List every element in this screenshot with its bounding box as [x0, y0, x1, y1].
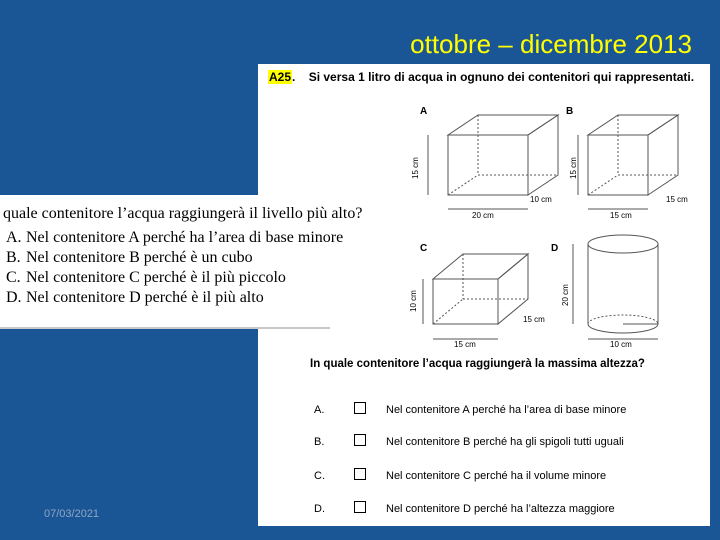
option-b-text: Nel contenitore B perché ha gli spigoli tutti uguali: [386, 436, 624, 448]
option-a-checkbox[interactable]: [354, 402, 366, 414]
container-c-label: C: [420, 243, 428, 254]
option-d[interactable]: [314, 501, 615, 517]
option-c-letter: C.: [314, 470, 325, 482]
option-b-letter: B.: [314, 436, 325, 448]
container-a-height: 15 cm: [411, 157, 420, 179]
overlay-option-d: [6, 289, 264, 307]
overlay-option-a: [6, 229, 343, 247]
overlay-option-a-letter: A.: [6, 229, 22, 246]
container-b-height: 15 cm: [569, 157, 578, 179]
question-header: [268, 70, 694, 84]
overlay-option-d-text: Nel contenitore D perché è il più alto: [26, 289, 264, 306]
overlay-option-b: [6, 249, 253, 267]
overlay-option-b-letter: B.: [6, 249, 21, 266]
slide-title: ottobre – dicembre 2013: [410, 29, 692, 59]
question-text: Si versa 1 litro di acqua in ognuno dei contenitori qui rappresentati.: [308, 70, 695, 84]
container-a-label: A: [420, 106, 428, 117]
container-c-depth: 15 cm: [523, 315, 545, 324]
container-b-drawing: [578, 115, 678, 209]
question-number-dot: .: [292, 70, 296, 84]
container-d-drawing: [573, 235, 658, 339]
container-a-depth: 10 cm: [530, 195, 552, 204]
option-c-text: Nel contenitore C perché ha il volume minore: [386, 470, 607, 482]
overlay-option-c-text: Nel contenitore C perché è il più piccolo: [26, 269, 286, 286]
container-c-width: 15 cm: [454, 340, 476, 349]
container-c-height: 10 cm: [409, 290, 418, 312]
option-d-letter: D.: [314, 503, 325, 515]
question-number: A25: [269, 70, 292, 84]
overlay-question: quale contenitore l’acqua raggiungerà il livello più alto?: [3, 205, 363, 222]
overlay-option-b-text: Nel contenitore B perché è un cubo: [26, 249, 253, 266]
overlay-option-d-letter: D.: [6, 289, 22, 306]
option-a[interactable]: [314, 402, 626, 418]
overlay-option-a-text: Nel contenitore A perché ha l’area di base minore: [26, 229, 344, 246]
option-c[interactable]: [314, 468, 606, 484]
option-d-text: Nel contenitore D perché ha l’altezza maggiore: [386, 503, 615, 515]
container-d-label: D: [551, 243, 559, 254]
question-prompt: In quale contenitore l’acqua raggiungerà la massima altezza?: [310, 358, 645, 370]
overlay-option-c: [6, 269, 286, 287]
container-b-label: B: [566, 106, 574, 117]
container-d-diameter: 10 cm: [610, 340, 632, 349]
slide-date: 07/03/2021: [44, 508, 100, 520]
option-a-letter: A.: [314, 404, 325, 416]
overlay-option-c-letter: C.: [6, 269, 21, 286]
container-b-width: 15 cm: [610, 211, 632, 220]
option-d-checkbox[interactable]: [354, 501, 366, 513]
option-b-checkbox[interactable]: [354, 434, 366, 446]
option-b[interactable]: [314, 434, 624, 450]
container-d-height: 20 cm: [561, 284, 570, 306]
container-a-width: 20 cm: [472, 211, 494, 220]
container-b-depth: 15 cm: [666, 195, 688, 204]
option-a-text: Nel contenitore A perché ha l’area di base minore: [386, 404, 627, 416]
option-c-checkbox[interactable]: [354, 468, 366, 480]
overlay-question-card: [0, 195, 363, 329]
container-c-drawing: [423, 254, 528, 339]
